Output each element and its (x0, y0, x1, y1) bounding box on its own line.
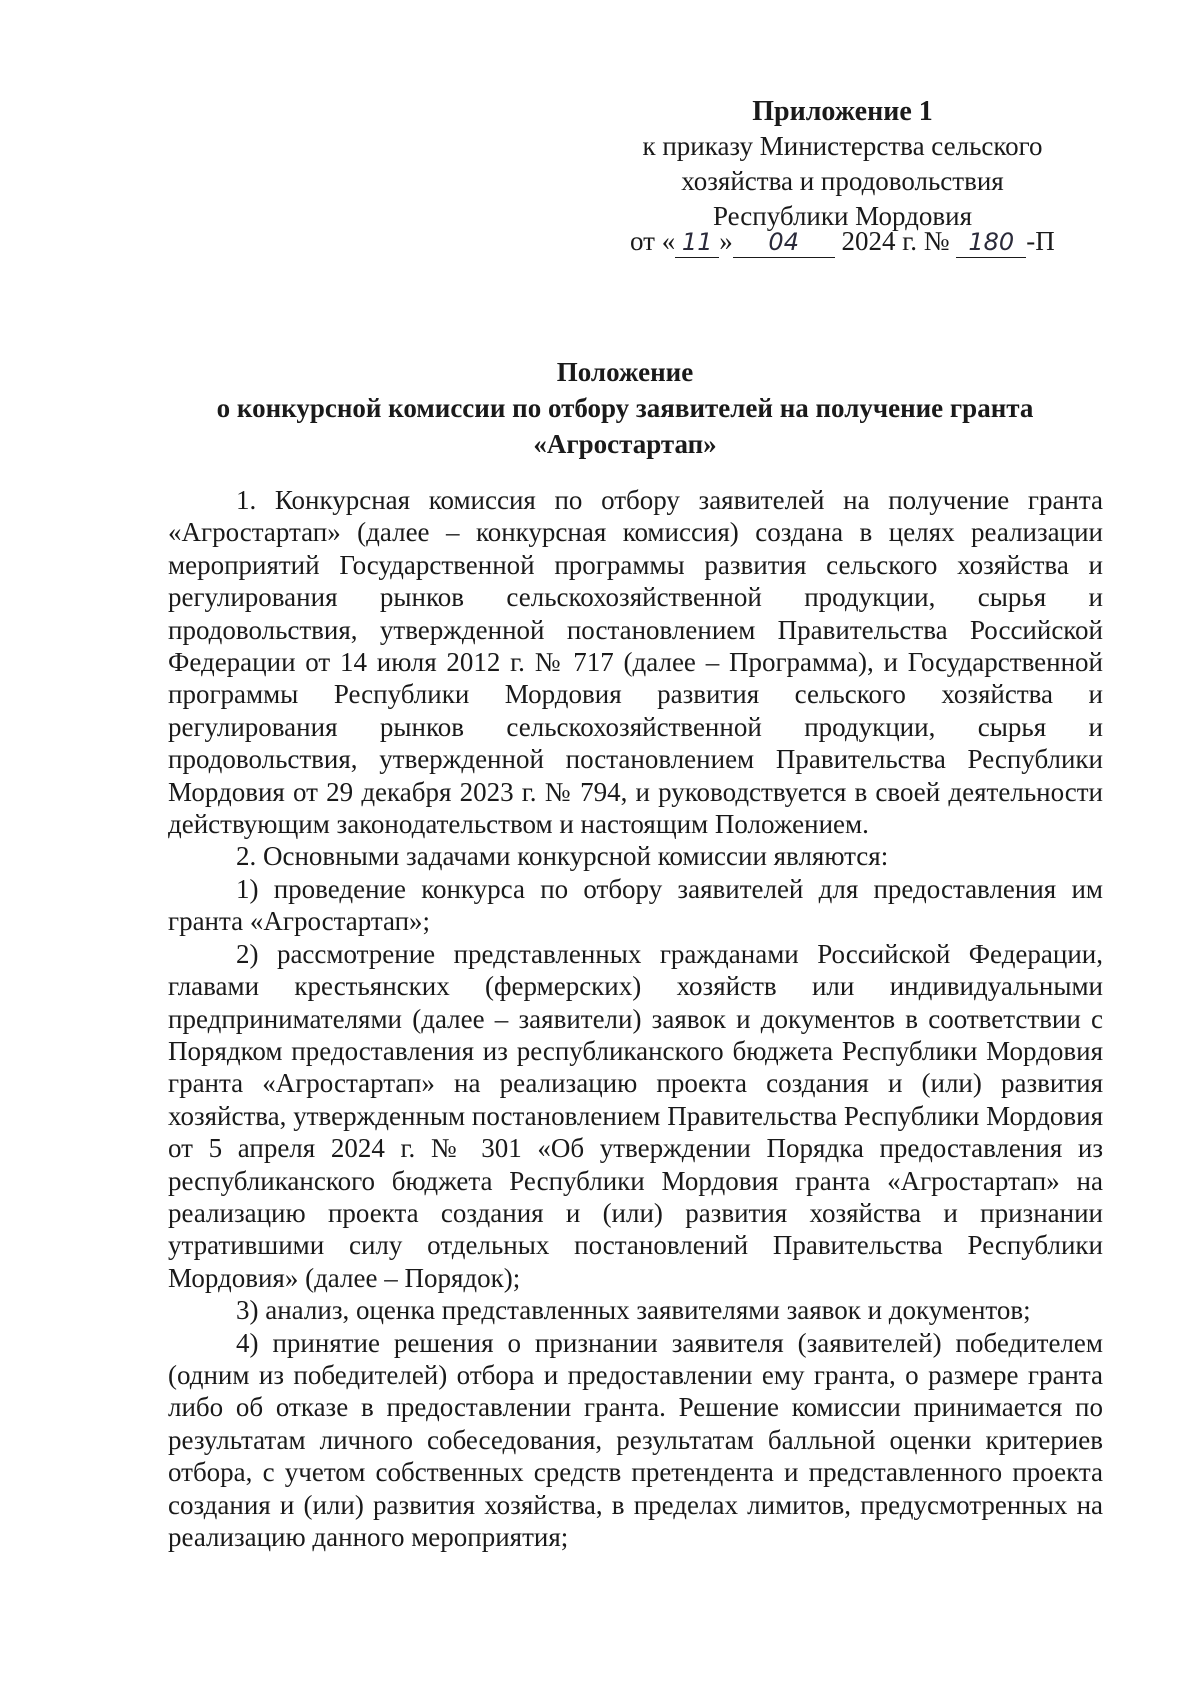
order-month-handwritten: 04 (733, 227, 835, 258)
order-date-number-line (630, 224, 1100, 259)
appendix-line-1: к приказу Министерства сельского (642, 131, 1043, 161)
appendix-line-2: хозяйства и продовольствия (681, 166, 1004, 196)
order-suffix: -П (1026, 226, 1055, 256)
order-day-handwritten: 11 (675, 227, 719, 258)
order-number-handwritten: 180 (956, 227, 1026, 258)
document-title-line-1: Положение (556, 357, 694, 387)
appendix-title: Приложение 1 (752, 96, 933, 127)
paragraph-5: 3) анализ, оценка представленных заявителями заявок и документов; (236, 1295, 1031, 1326)
paragraph-3: 1) проведение конкурса по отбору заявителей для предоставления им гранта «Агростартап»; (168, 873, 1103, 937)
paragraph-4: 2) рассмотрение представленных гражданами Российской Федерации, главами крестьянских (фермерских) хозяйств или индивидуальными предпринимателями (далее – заявители) заявок и документов в соответствии с Порядком предоставления из республиканского бюджета Республики Мордовия гранта «Агростартап» на реализацию проекта создания и (или) развития хозяйства, утвержденным постановлением Правительства Республики Мордовия от 5 апреля 2024 г. № 301 «Об утверждении Порядка предоставления из республиканского бюджета Республики Мордовия гранта «Агростартап» на реализацию проекта создания и (или) развития хозяйства и признании утратившими силу отдельных постановлений Правительства Республики Мордовия» (далее – Порядок); (168, 938, 1103, 1293)
document-body (168, 484, 1103, 1553)
document-title-line-3: «Агростартап» (533, 429, 717, 459)
order-mid: » (719, 226, 733, 256)
appendix-line-3: Республики Мордовия (712, 201, 973, 231)
order-year: 2024 г. № (841, 226, 950, 256)
paragraph-6: 4) принятие решения о признании заявителя (заявителей) победителем (одним из победителей) отбора и предоставлении ему гранта, о размере гранта либо об отказе в предоставлении гранта. Решение комиссии принимается по результатам личного собеседования, результатам балльной оценки критериев отбора, с учетом собственных средств претендента и представленного проекта создания и (или) развития хозяйства, в пределах лимитов, предусмотренных на реализацию данного мероприятия; (168, 1327, 1103, 1552)
paragraph-1: 1. Конкурсная комиссия по отбору заявителей на получение гранта «Агростартап» (далее – конкурсная комиссия) создана в целях реализации мероприятий Государственной программы развития сельского хозяйства и регулирования рынков сельскохозяйственной продукции, сырья и продовольствия, утвержденной постановлением Правительства Российской Федерации от 14 июля 2012 г. № 717 (далее – Программа), и Государственной программы Республики Мордовия развития сельского хозяйства и регулирования рынков сельскохозяйственной продукции, сырья и продовольствия, утвержденной постановлением Правительства Республики Мордовия от 29 декабря 2023 г. № 794, и руководствуется в своей деятельности действующим законодательством и настоящим Положением. (168, 485, 1103, 840)
paragraph-2: 2. Основными задачами конкурсной комиссии являются: (236, 841, 889, 872)
appendix-header (600, 94, 1085, 234)
order-prefix: от « (630, 226, 676, 256)
document-title (160, 354, 1090, 462)
document-title-line-2: о конкурсной комиссии по отбору заявителей на получение гранта (216, 393, 1034, 423)
